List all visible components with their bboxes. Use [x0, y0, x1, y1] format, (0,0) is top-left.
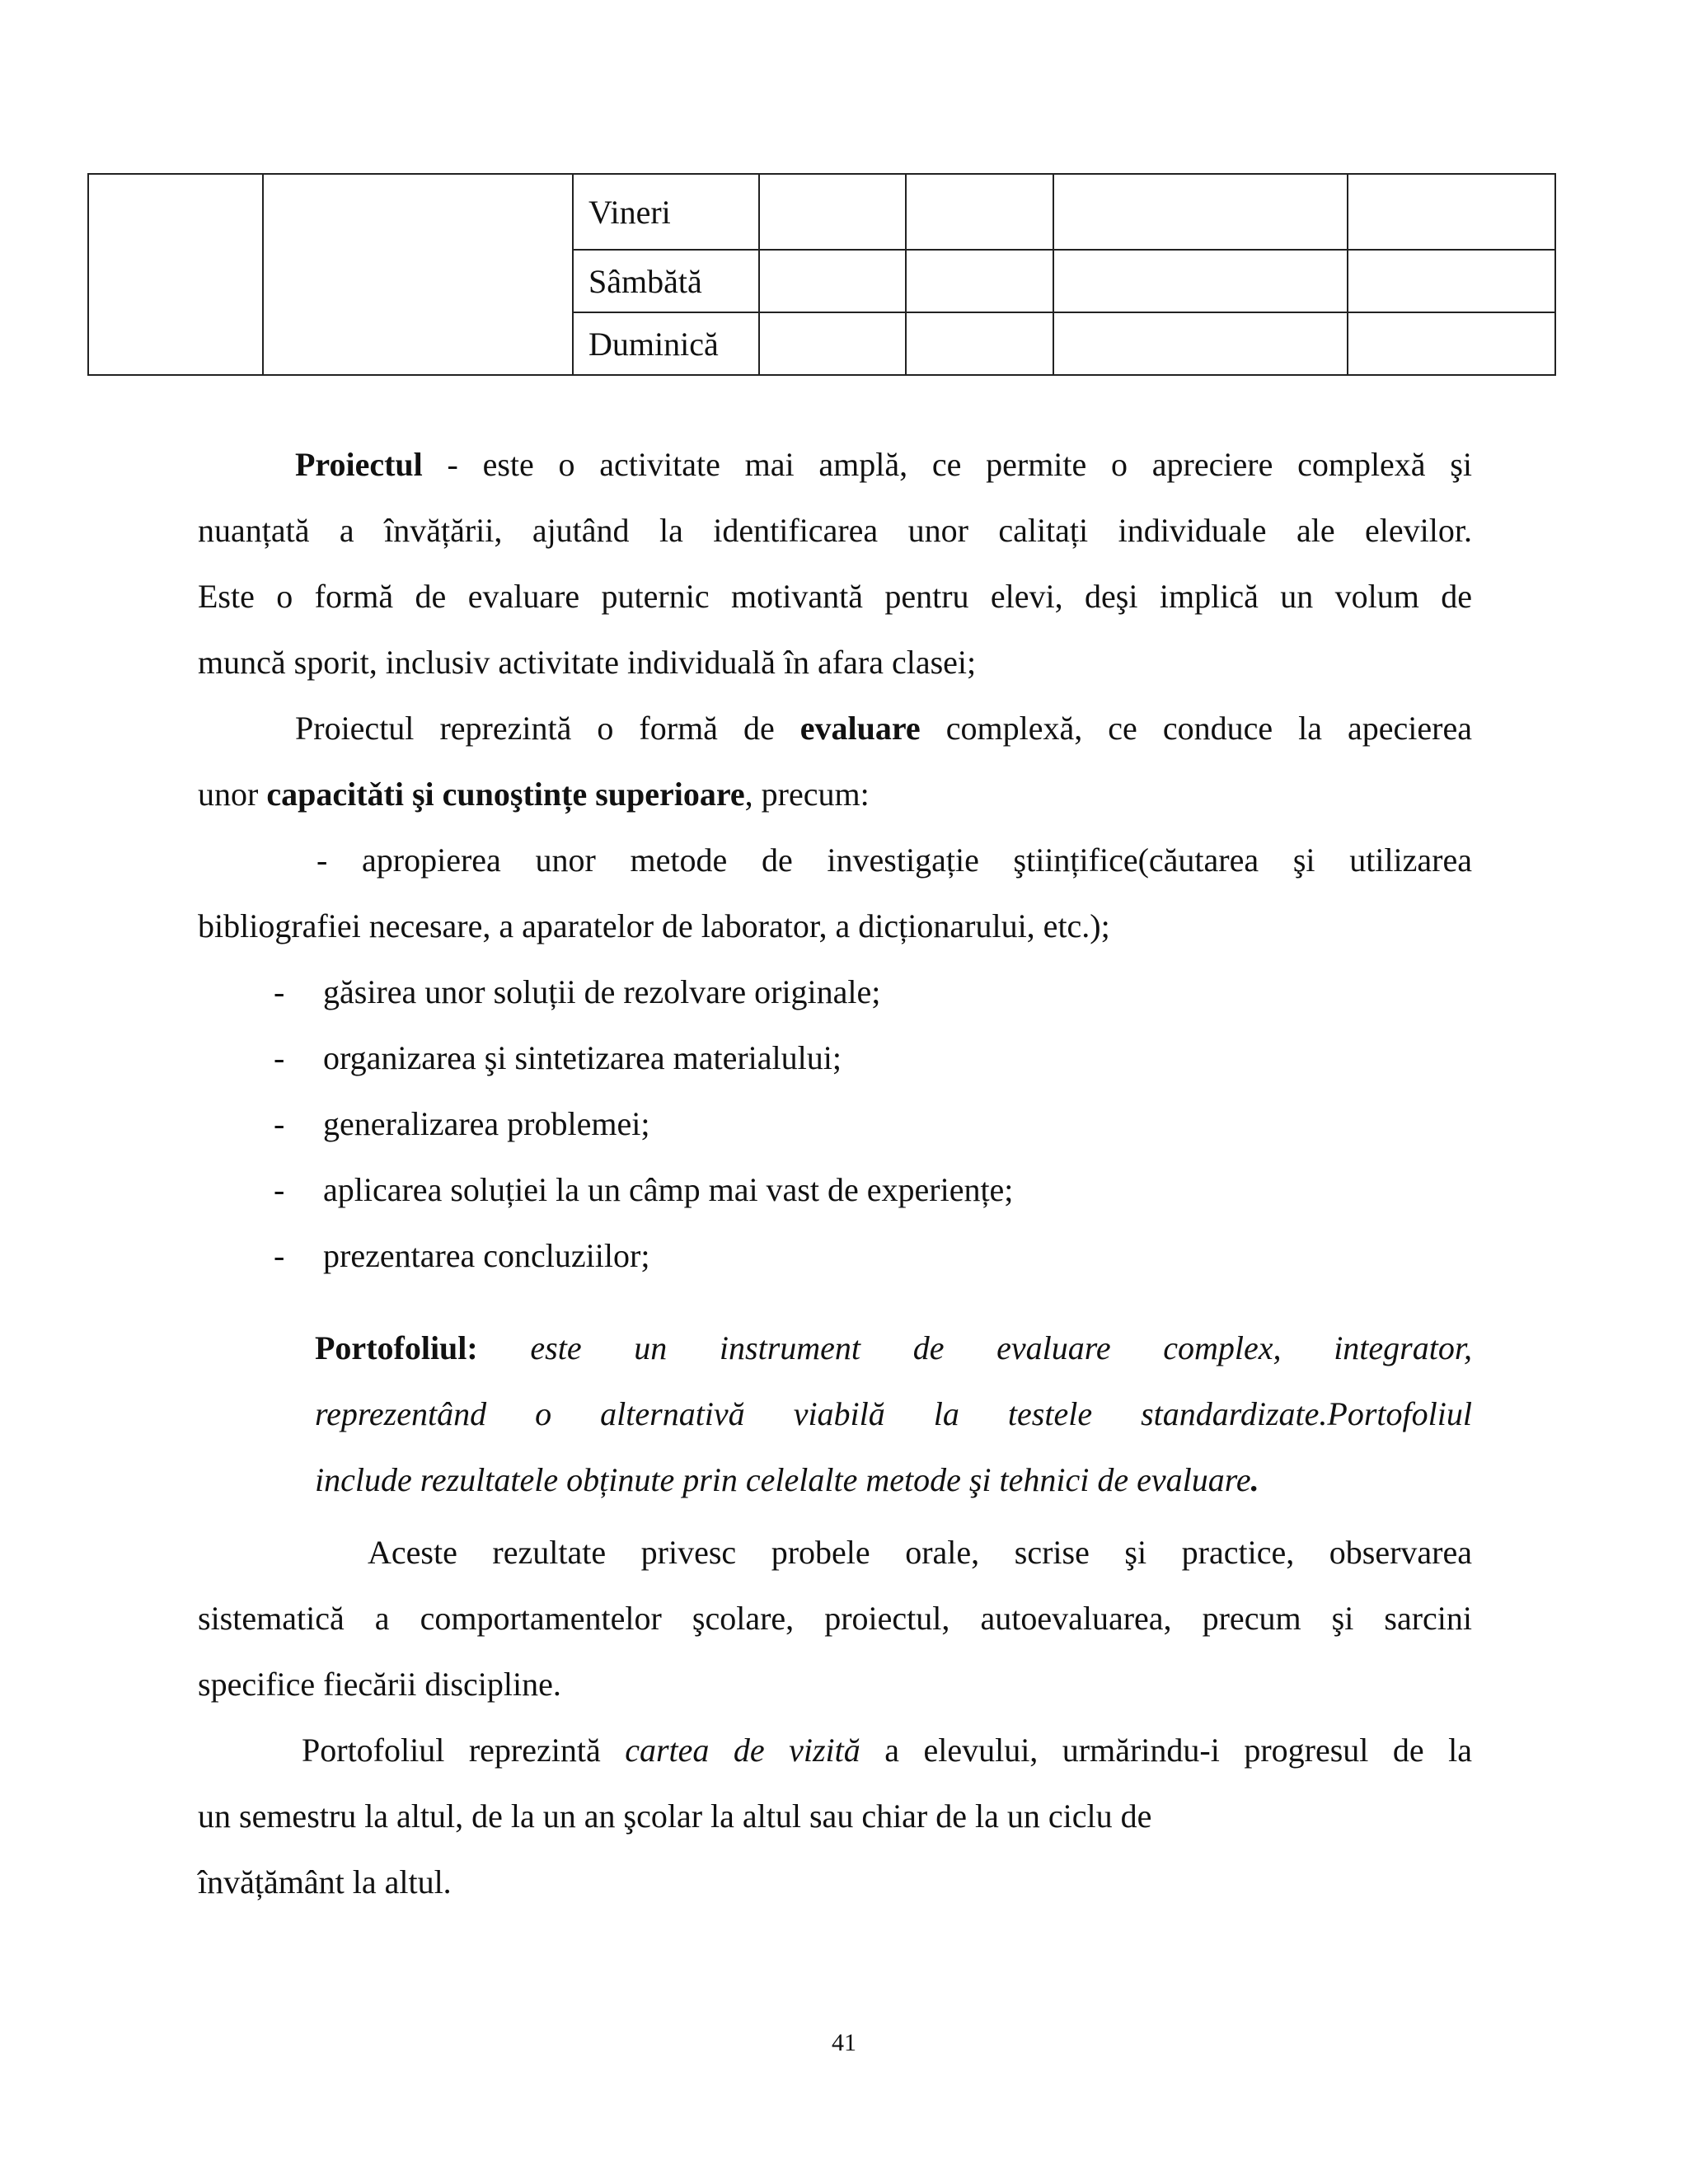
text-span: Proiectul reprezintă o formă de — [295, 710, 800, 747]
list-item: găsirea unor soluții de rezolvare originale; — [323, 973, 881, 1010]
schedule-table — [87, 173, 1556, 376]
text-span: Portofoliul reprezintă — [302, 1732, 626, 1769]
paragraph-line: bibliografiei necesare, a aparatelor de laborator, a dicționarului, etc.); — [198, 907, 1110, 944]
paragraph-line — [198, 775, 870, 814]
list-item: aplicarea soluției la un câmp mai vast de experiențe; — [323, 1171, 1014, 1208]
list-item: - apropierea unor metode de investigație ştiințifice(căutarea şi utilizarea — [316, 841, 1472, 879]
page-number: 41 — [832, 2029, 856, 2056]
day-cell: Vineri — [573, 174, 759, 250]
list-dash: - — [274, 973, 285, 1010]
text-span: unor — [198, 776, 267, 813]
paragraph-line: un semestru la altul, de la un an şcolar la altul sau chiar de la un ciclu de — [198, 1797, 1152, 1835]
table-cell — [1053, 250, 1348, 312]
portofoliu-heading: Portofoliul: — [315, 1329, 478, 1366]
list-dash: - — [274, 1171, 285, 1208]
proiect-heading: Proiectul — [295, 446, 423, 483]
paragraph-line — [315, 1329, 1472, 1368]
list-item: organizarea şi sintetizarea materialului; — [323, 1039, 842, 1076]
bold-span: capacitǎti şi cunoştințe superioare — [266, 776, 745, 813]
list-dash: - — [274, 1105, 285, 1142]
list-dash: - — [274, 1039, 285, 1076]
table-cell — [1053, 174, 1348, 250]
paragraph-line: muncă sporit, inclusiv activitate individuală în afara clasei; — [198, 644, 977, 681]
text-span: - este o activitate mai amplă, ce permite o apreciere complexă şi — [422, 446, 1472, 483]
text-span: , precum: — [744, 776, 870, 813]
table-cell — [759, 174, 906, 250]
day-cell: Sâmbătă — [573, 250, 759, 312]
paragraph-line: Este o formă de evaluare puternic motivantă pentru elevi, deşi implică un volum de — [198, 578, 1472, 615]
list-dash: - — [274, 1237, 285, 1274]
table-cell — [906, 174, 1053, 250]
paragraph-line: specifice fiecării discipline. — [198, 1666, 561, 1703]
table-cell — [263, 174, 573, 375]
table-cell — [759, 250, 906, 312]
table-cell — [88, 174, 263, 375]
paragraph-line — [302, 1731, 1472, 1770]
table-cell — [906, 312, 1053, 375]
paragraph-line — [295, 709, 1472, 748]
paragraph-line: reprezentând o alternativă viabilă la testele standardizate.Portofoliul — [315, 1395, 1472, 1432]
table-cell — [1348, 174, 1555, 250]
list-item: generalizarea problemei; — [323, 1105, 650, 1142]
table-cell — [1348, 312, 1555, 375]
text-span: a elevului, urmărindu-i progresul de la — [860, 1732, 1472, 1769]
italic-span: este un instrument de evaluare complex, integrator, — [477, 1329, 1472, 1366]
bold-span: . — [1250, 1461, 1259, 1498]
list-item: prezentarea concluziilor; — [323, 1237, 650, 1274]
paragraph-line: sistematică a comportamentelor şcolare, proiectul, autoevaluarea, precum şi sarcini — [198, 1600, 1472, 1637]
table-cell — [1348, 250, 1555, 312]
table-cell — [759, 312, 906, 375]
bold-span: evaluare — [799, 710, 921, 747]
day-cell: Duminică — [573, 312, 759, 375]
italic-span: cartea de vizită — [625, 1732, 860, 1769]
paragraph-line — [295, 445, 1472, 485]
table-cell — [1053, 312, 1348, 375]
paragraph-line: învățământ la altul. — [198, 1863, 452, 1900]
paragraph-line: nuanțată a învățării, ajutând la identificarea unor calitați individuale ale elevilor. — [198, 512, 1472, 549]
table-row — [88, 174, 1555, 250]
paragraph-line: Aceste rezultate privesc probele orale, scrise şi practice, observarea — [368, 1534, 1472, 1571]
italic-span: include rezultatele obținute prin celelalte metode şi tehnici de evaluare — [315, 1461, 1251, 1498]
paragraph-line — [315, 1460, 1259, 1500]
table-cell — [906, 250, 1053, 312]
text-span: complexă, ce conduce la apecierea — [920, 710, 1472, 747]
